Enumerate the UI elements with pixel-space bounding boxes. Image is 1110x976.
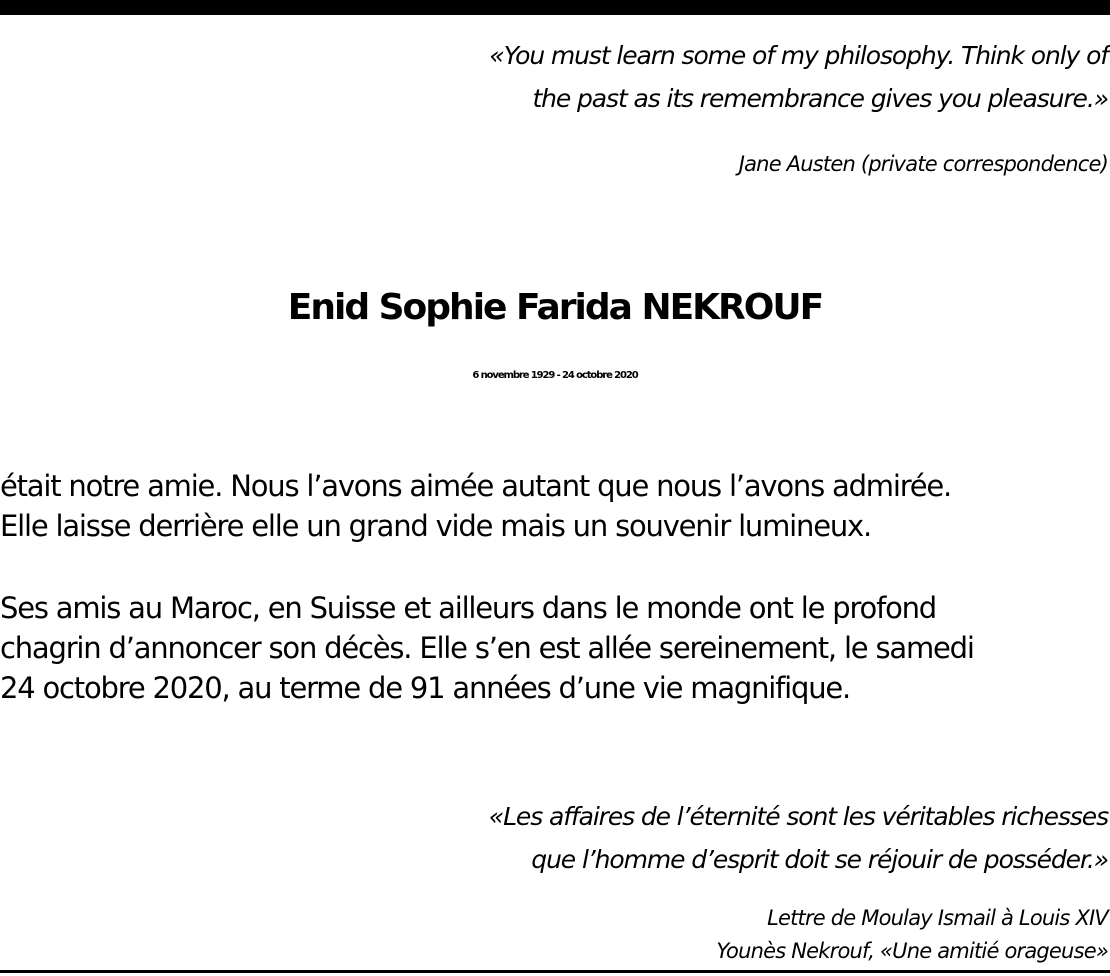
bottom-rule [0,970,1110,973]
closing-quote-source: Lettre de Moulay Ismail à Louis XIV [767,906,1108,930]
closing-quote-line-1: «Les affaires de l’éternité sont les véritables richesses [488,802,1108,831]
announcement-paragraph [0,588,974,708]
opening-quote-line-2: the past as its remembrance gives you pleasure.» [532,84,1108,113]
closing-quote-line-2: que l’homme d’esprit doit se réjouir de posséder.» [531,845,1108,874]
announcement-line-2: chagrin d’annoncer son décès. Elle s’en est allée sereinement, le samedi [0,631,974,665]
tribute-paragraph [0,466,951,546]
top-rule [0,0,1110,15]
opening-quote-author: Jane Austen (private correspondence) [738,152,1108,176]
announcement-line-3: 24 octobre 2020, au terme de 91 années d’une vie magnifique. [0,671,851,705]
opening-quote-attribution [739,148,1108,181]
closing-quote [489,795,1108,881]
opening-quote [489,34,1108,120]
opening-quote-line-1: «You must learn some of my philosophy. Think only of [489,41,1108,70]
life-dates: 6 novembre 1929 - 24 octobre 2020 [472,370,638,381]
closing-quote-attribution [716,902,1108,968]
tribute-line-2: Elle laisse derrière elle un grand vide mais un souvenir lumineux. [0,509,872,543]
closing-quote-author: Younès Nekrouf, «Une amitié orageuse» [716,939,1108,963]
deceased-name: Enid Sophie Farida NEKROUF [287,287,823,328]
announcement-line-1: Ses amis au Maroc, en Suisse et ailleurs dans le monde ont le profond [0,591,937,625]
tribute-line-1: était notre amie. Nous l’avons aimée autant que nous l’avons admirée. [0,469,952,503]
